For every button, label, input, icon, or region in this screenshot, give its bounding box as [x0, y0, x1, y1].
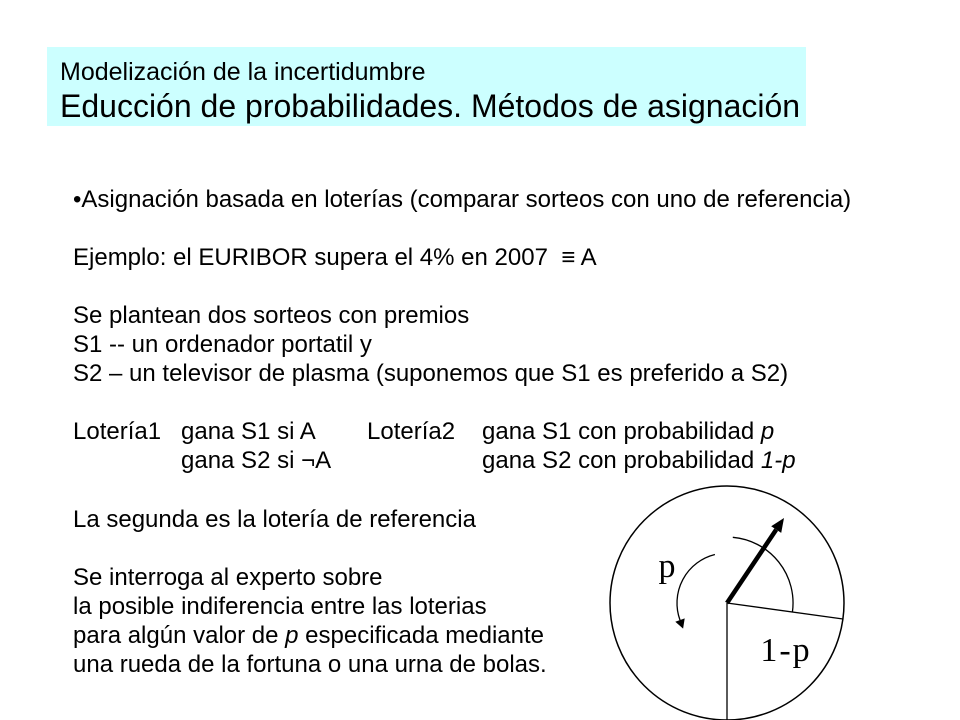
header-subtitle: Modelización de la incertidumbre: [60, 58, 426, 86]
lottery2-outcome-2-text: gana S2 con probabilidad: [482, 447, 761, 475]
sector-divider-right: [727, 603, 843, 619]
lottery2-label: Lotería2: [367, 418, 456, 446]
p-label: p: [658, 548, 676, 585]
prize-s1: S1 -- un ordenador portatil y: [73, 330, 372, 358]
question-line-4: una rueda de la fortuna o una urna de bolas.: [73, 651, 547, 678]
prizes-intro: Se plantean dos sorteos con premios: [73, 301, 470, 329]
lottery2-outcome-1-text: gana S1 con probabilidad: [482, 418, 761, 446]
lottery2-outcome-2-variable: 1-p: [760, 447, 796, 475]
reference-note: La segunda es la lotería de referencia: [73, 505, 476, 533]
p-sweep-arc: [677, 555, 715, 621]
lottery1-outcome-2: gana S2 si ¬A: [181, 447, 332, 475]
question-line-1: Se interroga al experto sobre: [73, 563, 383, 591]
question-line-3-variable: p: [285, 621, 299, 649]
prize-s2: S2 – un televisor de plasma (suponemos que S1 es preferido a S2): [73, 360, 789, 388]
lottery1-outcome-1: gana S1 si A: [181, 418, 316, 446]
example-line: Ejemplo: el EURIBOR supera el 4% en 2007 ≡ A: [73, 243, 597, 271]
lottery1-label: Lotería1: [73, 418, 162, 446]
question-line-3-after: especificada mediante: [298, 621, 544, 649]
question-line-2: la posible indiferencia entre las loterias: [73, 592, 487, 620]
slide-title: Educción de probabilidades. Métodos de asignación: [60, 88, 801, 124]
pointer-arrow: [727, 518, 784, 603]
question-line-3-before: para algún valor de: [73, 621, 286, 649]
one-minus-p-label: 1-p: [760, 632, 812, 669]
lottery2-outcome-1-variable: p: [760, 418, 775, 446]
bullet-lottery-assignment: •Asignación basada en loterías (comparar sorteos con uno de referencia): [73, 185, 852, 213]
p-sweep-arrow: [675, 555, 715, 629]
pointer-arrow-shaft: [727, 530, 776, 603]
